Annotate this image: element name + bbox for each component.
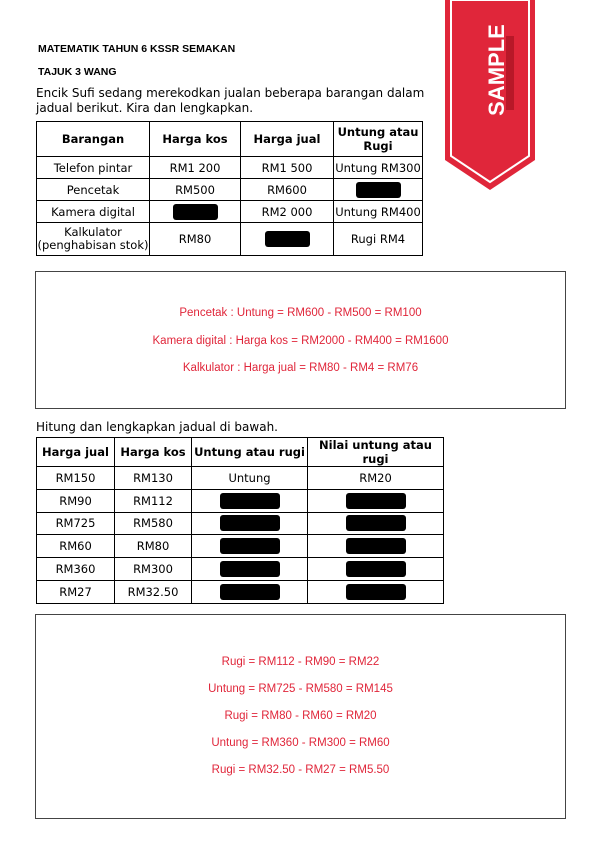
table-row [37,157,423,179]
redaction-block [346,493,406,509]
cell: RM20 [308,467,444,490]
redaction-block [220,493,280,509]
redacted-cell [192,580,308,603]
answer-line: Rugi = RM112 - RM90 = RM22 [221,656,380,668]
redaction-block [220,584,280,600]
answer-line: Untung = RM360 - RM300 = RM60 [211,737,390,749]
redaction-block [220,561,280,577]
cell: Untung RM300 [334,157,423,179]
col-harga-kos: Harga kos [150,122,241,157]
table-row [37,179,423,201]
cell: RM27 [37,580,115,603]
redaction-block [346,538,406,554]
cell: Kamera digital [37,201,150,223]
cell: RM580 [115,512,192,535]
cell: RM150 [37,467,115,490]
redacted-cell [241,223,334,256]
cell: RM500 [150,179,241,201]
redacted-cell [334,179,423,201]
redacted-cell [192,558,308,581]
redaction-block [220,538,280,554]
redacted-cell [192,512,308,535]
answer-box-2 [35,614,566,819]
col-harga-jual: Harga jual [37,438,115,467]
answer-line: Kamera digital : Harga kos = RM2000 - RM400 = RM1600 [152,335,449,347]
col-harga-kos: Harga kos [115,438,192,467]
redacted-cell [192,489,308,512]
section-2-instruction: Hitung dan lengkapkan jadual di bawah. [36,420,278,434]
cell: Pencetak [37,179,150,201]
table-row [37,558,444,581]
cell: Kalkulator (penghabisan stok) [37,223,150,256]
cell: Untung [192,467,308,490]
answer-box-1 [35,271,566,409]
cell: RM32.50 [115,580,192,603]
cell: RM725 [37,512,115,535]
redaction-block [265,231,310,247]
answer-line: Pencetak : Untung = RM600 - RM500 = RM100 [179,307,422,319]
sales-table [36,121,423,256]
table-row [37,535,444,558]
table-row [37,223,423,256]
cell: RM130 [115,467,192,490]
redacted-cell [308,580,444,603]
answer-line: Rugi = RM32.50 - RM27 = RM5.50 [211,764,390,776]
redaction-block [173,204,218,220]
sample-text: SAMPLE [483,24,509,116]
cell: RM90 [37,489,115,512]
col-barangan: Barangan [37,122,150,157]
table-row [37,467,444,490]
col-untung-rugi: Untung atau rugi [192,438,308,467]
cell: RM300 [115,558,192,581]
redacted-cell [308,489,444,512]
redacted-cell [308,558,444,581]
cell: RM80 [115,535,192,558]
redacted-cell [308,535,444,558]
worksheet-title: MATEMATIK TAHUN 6 KSSR SEMAKAN [38,43,236,55]
table-row [37,489,444,512]
table-row [37,201,423,223]
cell: RM60 [37,535,115,558]
sample-ribbon [445,0,535,190]
topic-title: TAJUK 3 WANG [38,66,117,78]
instructions: Encik Sufi sedang merekodkan jualan beberapa barangan dalam jadual berikut. Kira dan lengkapkan. [36,86,425,115]
answer-line: Rugi = RM80 - RM60 = RM20 [224,710,377,722]
answer-line: Untung = RM725 - RM580 = RM145 [208,683,393,695]
col-untung-rugi: Untung atau Rugi [334,122,423,157]
cell: RM1 500 [241,157,334,179]
cell: RM112 [115,489,192,512]
cell: RM360 [37,558,115,581]
cell: Rugi RM4 [334,223,423,256]
cell: RM80 [150,223,241,256]
redaction-block [346,584,406,600]
cell: RM1 200 [150,157,241,179]
cell: RM2 000 [241,201,334,223]
col-nilai: Nilai untung atau rugi [308,438,444,467]
redacted-cell [308,512,444,535]
redaction-block [346,561,406,577]
answer-line: Kalkulator : Harga jual = RM80 - RM4 = RM76 [182,362,419,374]
redacted-cell [192,535,308,558]
redacted-cell [150,201,241,223]
profit-loss-table [36,437,444,604]
cell: Telefon pintar [37,157,150,179]
cell: Untung RM400 [334,201,423,223]
redaction-block [356,182,401,198]
col-harga-jual: Harga jual [241,122,334,157]
table-row [37,580,444,603]
redaction-block [346,515,406,531]
cell: RM600 [241,179,334,201]
redaction-block [220,515,280,531]
table-row [37,512,444,535]
